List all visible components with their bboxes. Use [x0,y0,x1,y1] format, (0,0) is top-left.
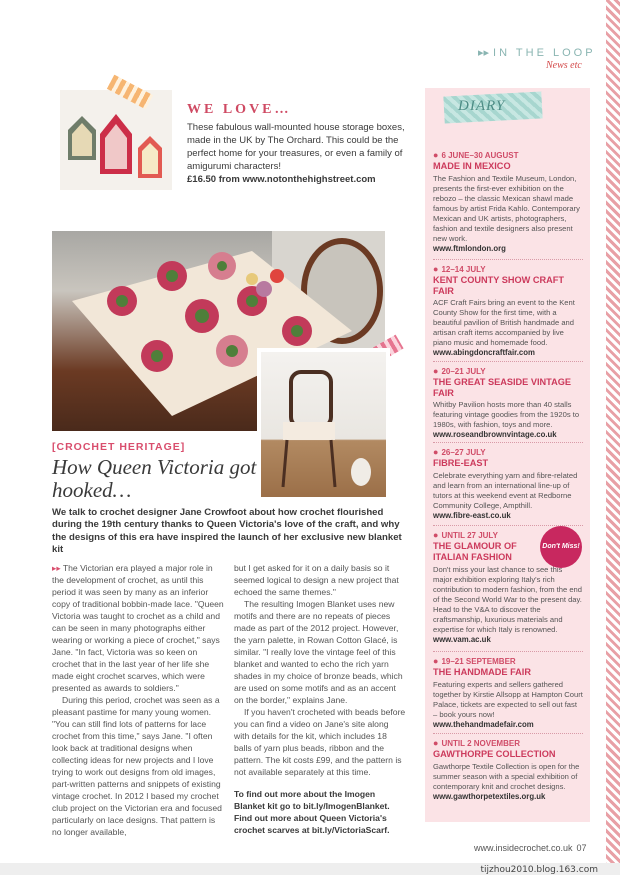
decorative-stripe [606,0,620,875]
divider [433,361,583,362]
diary-event-body: Don't miss your last chance to see this major exhibition exploring Italy's rich contribution to modern fashion, from the end of the Second World War to the present day. Head to the V&A to discover the craftsmanship, luxurious materials and expertise for which Italy is renowned. www.vam.ac.uk [433,565,583,644]
article-column-2: but I get asked for it on a daily basis so it seemed logical to design a new project that echoed the same themes." The resulting Imogen Blanket uses new motifs and there are no repeats of pieces made as part of the 2012 project. However, the yarn palette, in Rowan Cotton Glacé, is similar. "I really love the vintage feel of this blanket and wanted to echo the rich yarn shades in my choice of bronze beads, which are used on some motifs and as an accent on the border," explains Jane. If you haven't crocheted with beads before you can find a video on Jane's site along with details for the kit, which includes 18 balls of yarn plus beads, ribbon and the pattern. The kit costs £99, and the pattern is not available separately at this time. To find out more about the Imogen Blanket kit go to bit.ly/ImogenBlanket. Find out more about Queen Victoria's crochet scarves at bit.ly/VictoriaScarf. [234,563,406,835]
article-kicker: [CROCHET HERITAGE] [52,441,186,453]
diary-event: ● UNTIL 2 NOVEMBER GAWTHORPE COLLECTION Gawthorpe Textile Collection is open for the summer season with a special exhibition of contemporary knit and crochet designs. www.gawthorpetextiles.org.uk [433,738,583,802]
dot-icon: ● [433,366,439,376]
house-boxes-image [60,90,172,190]
watermark: tijzhou2010.blog.163.com [480,865,598,875]
divider [433,651,583,652]
section-header: ▸▸ IN THE LOOP [478,47,596,59]
diary-event: ● 20–21 JULY THE GREAT SEASIDE VINTAGE FAIR Whitby Pavilion hosts more than 40 stalls featuring vintage goodies from the 1920s to 1980s, with fashion, toys and more. www.roseandbrownvintage.co.uk [433,366,583,440]
event-link[interactable]: www.fibre-east.co.uk [433,510,511,520]
article-column-1: ▸▸ The Victorian era played a major role in the development of crochet, as until this period it was seen by many as an inferior copy of traditional bobbin-made lace. "Queen Victoria was taught to crochet as a child and can be seen in many photographs either wearing or working a piece of crochet," says Jane. "In fact, Victoria was so keen on crochet that in the last year of her life she made eight crochet scarves, which were presented as awards to soldiers." During this period, crochet was seen as a pleasant pastime for many young women. "You can still find lots of patterns for lace crochet from this time," says Jane. "I often look back at traditional designs when collecting ideas for new projects and I love trying to work out designs from old images, part-written patterns and snippets of existing vintage crochet. In 2012 I based my crochet club project on the Victorian era and focused particularly on lace designs. That pattern is no longer available, [52,563,224,837]
article-headline: How Queen Victoria got hooked… [52,455,257,502]
diary-event: ● 26–27 JULY FIBRE-EAST Celebrate everything yarn and fibre-related and learn from an international line-up of tutors at this weekend event at Redborne Community College, Ampthill. www.fibre-east.co.uk [433,447,583,521]
page-number: 07 [576,843,587,853]
we-love-title: WE LOVE… [187,102,292,117]
dot-icon: ● [433,264,439,274]
divider [433,442,583,443]
page-footer [474,843,587,853]
chair-photo [257,348,390,501]
diary-event: ● 12–14 JULY KENT COUNTY SHOW CRAFT FAIR ACF Craft Fairs bring an event to the Kent County Show for the first time, with a beautiful pavilion of British handmade and artisan craft items accompanied by live piano music and homemade food. www.abingdoncraftfair.com [433,264,583,358]
event-link[interactable]: www.vam.ac.uk [433,635,491,644]
divider [433,259,583,260]
section-subheader: News etc [546,60,582,71]
diary-event: ● UNTIL 27 JULY THE GLAMOUR OF ITALIAN FASHION [433,530,517,562]
dont-miss-badge: Don't Miss! [540,526,582,568]
find-out-more: To find out more about the Imogen Blanket kit go to bit.ly/ImogenBlanket. Find out more about Queen Victoria's crochet scarves at bit.ly/VictoriaScarf. [234,789,390,835]
article-standfirst: We talk to crochet designer Jane Crowfoot about how crochet flourished during the 19th century thanks to Queen Victoria's love of the craft, and why the designs of this era have inspired the launch of her exclusive new blanket kit [52,507,402,556]
dot-icon: ● [433,530,439,540]
bullet-icon: ▸▸ [52,563,63,573]
event-link[interactable]: www.roseandbrownvintage.co.uk [433,430,557,439]
dot-icon: ● [433,447,439,457]
diary-title: DIARY [458,98,506,114]
event-link[interactable]: www.thehandmadefair.com [433,719,534,729]
dot-icon: ● [433,150,439,160]
we-love-body: These fabulous wall-mounted house storage boxes, made in the UK by The Orchard. This could be the perfect home for your treasures, or even a family of amigurumi characters! £16.50 from www.notonthehighstreet.com [187,122,405,185]
footer-url[interactable]: www.insidecrochet.co.uk [474,843,573,853]
diary-event: ● 6 JUNE–30 AUGUST MADE IN MEXICO The Fashion and Textile Museum, London, presents the first-ever exhibition on the rebozo – the classic Mexican shawl made famous by artist Frida Kahlo. Contemporary Mexican and UK artists, photographers, fashion and textile designers also present new work. www.ftmlondon.org [433,150,583,254]
we-love-link[interactable]: www.notonthehighstreet.com [242,174,376,185]
dot-icon: ● [433,656,439,666]
divider [433,733,583,734]
diary-event: ● 19–21 SEPTEMBER THE HANDMADE FAIR Featuring experts and sellers gathered together by Kirstie Allsopp at Hampton Court Palace, tickets are expected to sell out fast – book yours now! www.thehandmadefair.com [433,656,583,729]
event-link[interactable]: www.ftmlondon.org [433,243,506,253]
dot-icon: ● [433,738,439,748]
event-link[interactable]: www.gawthorpetextiles.org.uk [433,791,546,801]
event-link[interactable]: www.abingdoncraftfair.com [433,348,535,357]
